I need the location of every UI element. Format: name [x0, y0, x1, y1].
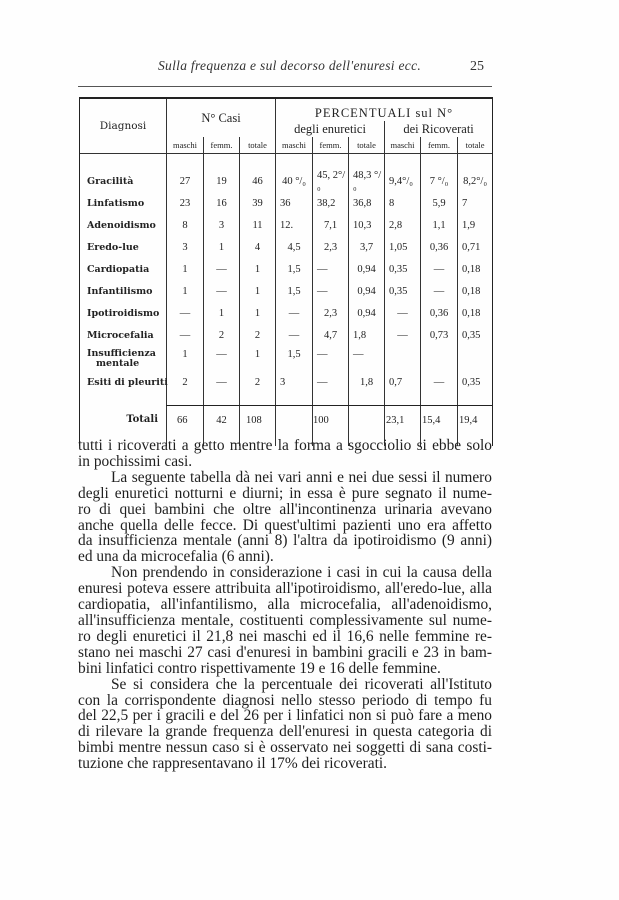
cell: 2: [240, 324, 276, 346]
cell: 4,7: [313, 324, 349, 346]
cell: 39: [240, 192, 276, 214]
cell: 0,94: [349, 258, 385, 280]
cell: —: [385, 302, 421, 324]
cell: —: [313, 258, 349, 280]
cell: 3: [204, 214, 240, 236]
table-row: [80, 324, 493, 346]
header-rule: [78, 86, 492, 87]
cell: 19: [204, 170, 240, 192]
cell: —: [204, 346, 240, 371]
table-row: [80, 170, 493, 192]
diagnosis-label: [80, 346, 167, 371]
totals-row: [80, 406, 493, 435]
header-separator: [80, 154, 493, 163]
cell: 8: [167, 214, 204, 236]
cell: 4: [240, 236, 276, 258]
table-row: [80, 302, 493, 324]
cell: —: [276, 302, 313, 324]
cell: 2,3: [313, 236, 349, 258]
cell: 2,8: [385, 214, 421, 236]
sub-header: femm.: [421, 137, 458, 154]
text-line: Non prendendo in considerazione i casi in cui la causa della: [111, 564, 492, 582]
cell: 36,8: [349, 192, 385, 214]
subgroup-ricoverati: dei Ricoverati: [385, 121, 493, 137]
sub-header: totale: [458, 137, 493, 154]
paragraph: [78, 677, 492, 772]
cell: —: [313, 280, 349, 302]
cell: 66: [167, 406, 204, 435]
cell: 0,7: [385, 371, 421, 393]
cell: 1,9: [458, 214, 493, 236]
sub-header: maschi: [167, 137, 204, 154]
cell: 1: [204, 236, 240, 258]
sub-header: totale: [349, 137, 385, 154]
cell: 2: [167, 371, 204, 393]
cell: —: [204, 280, 240, 302]
cell: —: [313, 346, 349, 371]
diagnosis-label: Microcefalia: [80, 324, 167, 346]
table-row: [80, 236, 493, 258]
cell: —: [276, 324, 313, 346]
text-line: ro di quei bambini che oltre all'incontinenza urinaria avevano: [78, 500, 492, 518]
cell: [458, 346, 493, 371]
cell: —: [167, 302, 204, 324]
cell: —: [204, 258, 240, 280]
diagnosis-label: Esiti di pleuriti: [80, 371, 167, 393]
body-text: [78, 438, 492, 772]
text-line: all'insufficienza mentale, costituenti complessivamente sul nume-: [78, 611, 492, 629]
cell: 3: [167, 236, 204, 258]
cell: 1: [204, 302, 240, 324]
cell: 7 °/₀: [421, 170, 458, 192]
cell: 38,2: [313, 192, 349, 214]
cell: 0,18: [458, 280, 493, 302]
paragraph: [78, 438, 492, 470]
text-line: con la corrispondente diagnosi nello stesso periodo di tempo fu: [78, 691, 492, 709]
cell: [349, 406, 385, 435]
cell: 0,35: [458, 324, 493, 346]
cell: 40 °/₀: [276, 170, 313, 192]
cell: 108: [240, 406, 276, 435]
cell: 1,1: [421, 214, 458, 236]
text-line: anche quella delle fecce. Di quest'ultimi pazienti uno era affetto: [78, 516, 492, 534]
paragraph: [78, 565, 492, 676]
cell: 1,5: [276, 346, 313, 371]
cell: 42: [204, 406, 240, 435]
cell: 0,35: [385, 258, 421, 280]
cell: 19,4: [458, 406, 493, 435]
table-row: [80, 214, 493, 236]
cell: 46: [240, 170, 276, 192]
sub-header: totale: [240, 137, 276, 154]
text-line: del 22,5 per i gracili e del 26 per i linfatici non si può fare a meno: [78, 707, 492, 725]
cell: 2: [240, 371, 276, 393]
paragraph: [78, 470, 492, 565]
cell: 27: [167, 170, 204, 192]
text-line: stano nei maschi 27 casi d'enuresi in bambini gracili e 23 in bam-: [78, 643, 492, 661]
cell: 1,8: [349, 324, 385, 346]
text-line: degli enuretici notturni e diurni; in essa è pure segnato il nume-: [78, 484, 492, 502]
diagnosis-label: Eredo-lue: [80, 236, 167, 258]
cell: —: [421, 258, 458, 280]
cell: 11: [240, 214, 276, 236]
cell: 1: [167, 346, 204, 371]
cell: 1: [167, 280, 204, 302]
cell: 1,8: [349, 371, 385, 393]
diagnosis-table: [79, 97, 493, 446]
cell: 7,1: [313, 214, 349, 236]
cell: 23,1: [385, 406, 421, 435]
cell: 10,3: [349, 214, 385, 236]
cell: 0,18: [458, 258, 493, 280]
diagnosis-label: Linfatismo: [80, 192, 167, 214]
running-title: Sulla frequenza e sul decorso dell'enuresi ecc.: [158, 58, 422, 73]
cell: —: [421, 280, 458, 302]
cell: 23: [167, 192, 204, 214]
cell: —: [167, 324, 204, 346]
cell: 45, 2°/₀: [313, 170, 349, 192]
cell: —: [204, 371, 240, 393]
cell: 3: [276, 371, 313, 393]
cell: 0,94: [349, 280, 385, 302]
sub-header: maschi: [385, 137, 421, 154]
cell: [385, 346, 421, 371]
cell: 0,18: [458, 302, 493, 324]
diagnosis-label: Infantilismo: [80, 280, 167, 302]
text-line: bini linfatici contro rispettivamente 19 e 16 delle femmine.: [78, 659, 441, 677]
text-line: enuresi poteva essere attribuita all'ipotiroidismo, all'eredo-lue, alla: [78, 580, 492, 598]
cell: 2,3: [313, 302, 349, 324]
cell: 0,73: [421, 324, 458, 346]
cell: —: [385, 324, 421, 346]
diagnosis-label: Gracilità: [80, 170, 167, 192]
table-row: [80, 371, 493, 393]
diagnosis-label-line2: mentale: [96, 358, 140, 369]
cell: 0,71: [458, 236, 493, 258]
cell: 15,4: [421, 406, 458, 435]
cell: 8: [385, 192, 421, 214]
sub-header: femm.: [204, 137, 240, 154]
cell: 4,5: [276, 236, 313, 258]
sub-header: maschi: [276, 137, 313, 154]
cell: 36: [276, 192, 313, 214]
table-row: [80, 280, 493, 302]
diagnosis-label: Cardiopatia: [80, 258, 167, 280]
diagnosis-label: Ipotiroidismo: [80, 302, 167, 324]
cell: 0,36: [421, 236, 458, 258]
cell: 3,7: [349, 236, 385, 258]
cell: —: [349, 346, 385, 371]
col-group-percentuali: PERCENTUALI sul N°: [276, 98, 493, 121]
cell: —: [421, 371, 458, 393]
totals-label: Totali: [80, 406, 167, 435]
cell: [276, 406, 313, 435]
cell: 1: [240, 346, 276, 371]
subgroup-enuretici: degli enuretici: [276, 121, 385, 137]
cell: 16: [204, 192, 240, 214]
text-line: di rilevare la grande frequenza dell'enuresi in questa categoria di: [78, 723, 492, 741]
col-header-diagnosi: Diagnosi: [80, 98, 167, 154]
sub-header: femm.: [313, 137, 349, 154]
running-header: [78, 58, 492, 78]
cell: 8,2°/₀: [458, 170, 493, 192]
diagnosis-label: Adenoidismo: [80, 214, 167, 236]
cell: —: [313, 371, 349, 393]
cell: 1: [240, 258, 276, 280]
text-line: tuzione che rappresentavano il 17% dei ricoverati.: [78, 755, 387, 773]
text-line: bimbi mentre nessun caso si è osservato nei soggetti di sana costi-: [78, 739, 492, 757]
header-row-1: [80, 98, 493, 121]
cell: 48,3 °/₀: [349, 170, 385, 192]
cell: 0,35: [458, 371, 493, 393]
cell: 1,5: [276, 258, 313, 280]
cell: 0,36: [421, 302, 458, 324]
col-group-casi: N° Casi: [167, 98, 276, 137]
cell: 12.: [276, 214, 313, 236]
cell: 1,5: [276, 280, 313, 302]
cell: 1: [167, 258, 204, 280]
text-line: in pochissimi casi.: [78, 452, 193, 470]
cell: 7: [458, 192, 493, 214]
cell: 2: [204, 324, 240, 346]
cell: 0,35: [385, 280, 421, 302]
diagnosis-label-line1: Insufficienza: [87, 348, 156, 359]
cell: 0,94: [349, 302, 385, 324]
table-row: [80, 346, 493, 371]
cell: 1,05: [385, 236, 421, 258]
cell: 1: [240, 302, 276, 324]
text-line: tutti i ricoverati a getto mentre la forma a sgocciolio si ebbe solo: [78, 437, 492, 454]
cell: 100: [313, 406, 349, 435]
text-line: ro degli enuretici il 21,8 nei maschi ed il 16,6 nelle femmine re-: [78, 627, 492, 645]
table-row: [80, 192, 493, 214]
cell: 5,9: [421, 192, 458, 214]
text-line: Se si considera che la percentuale dei ricoverati all'Istituto: [111, 675, 492, 693]
totals-separator: [80, 393, 493, 406]
cell: 9,4°/₀: [385, 170, 421, 192]
page-number: 25: [470, 59, 484, 74]
text-line: da insufficienza mentale (anni 8) l'altra da ipotiroidismo (9 anni): [78, 532, 492, 550]
text-line: ed una da microcefalia (6 anni).: [78, 548, 274, 566]
text-line: La seguente tabella dà nei vari anni e nei due sessi il numero: [111, 468, 492, 486]
table-row: [80, 258, 493, 280]
text-line: cardiopatia, all'infantilismo, alla microcefalia, all'adenoidismo,: [78, 596, 492, 614]
cell: [421, 346, 458, 371]
cell: 1: [240, 280, 276, 302]
